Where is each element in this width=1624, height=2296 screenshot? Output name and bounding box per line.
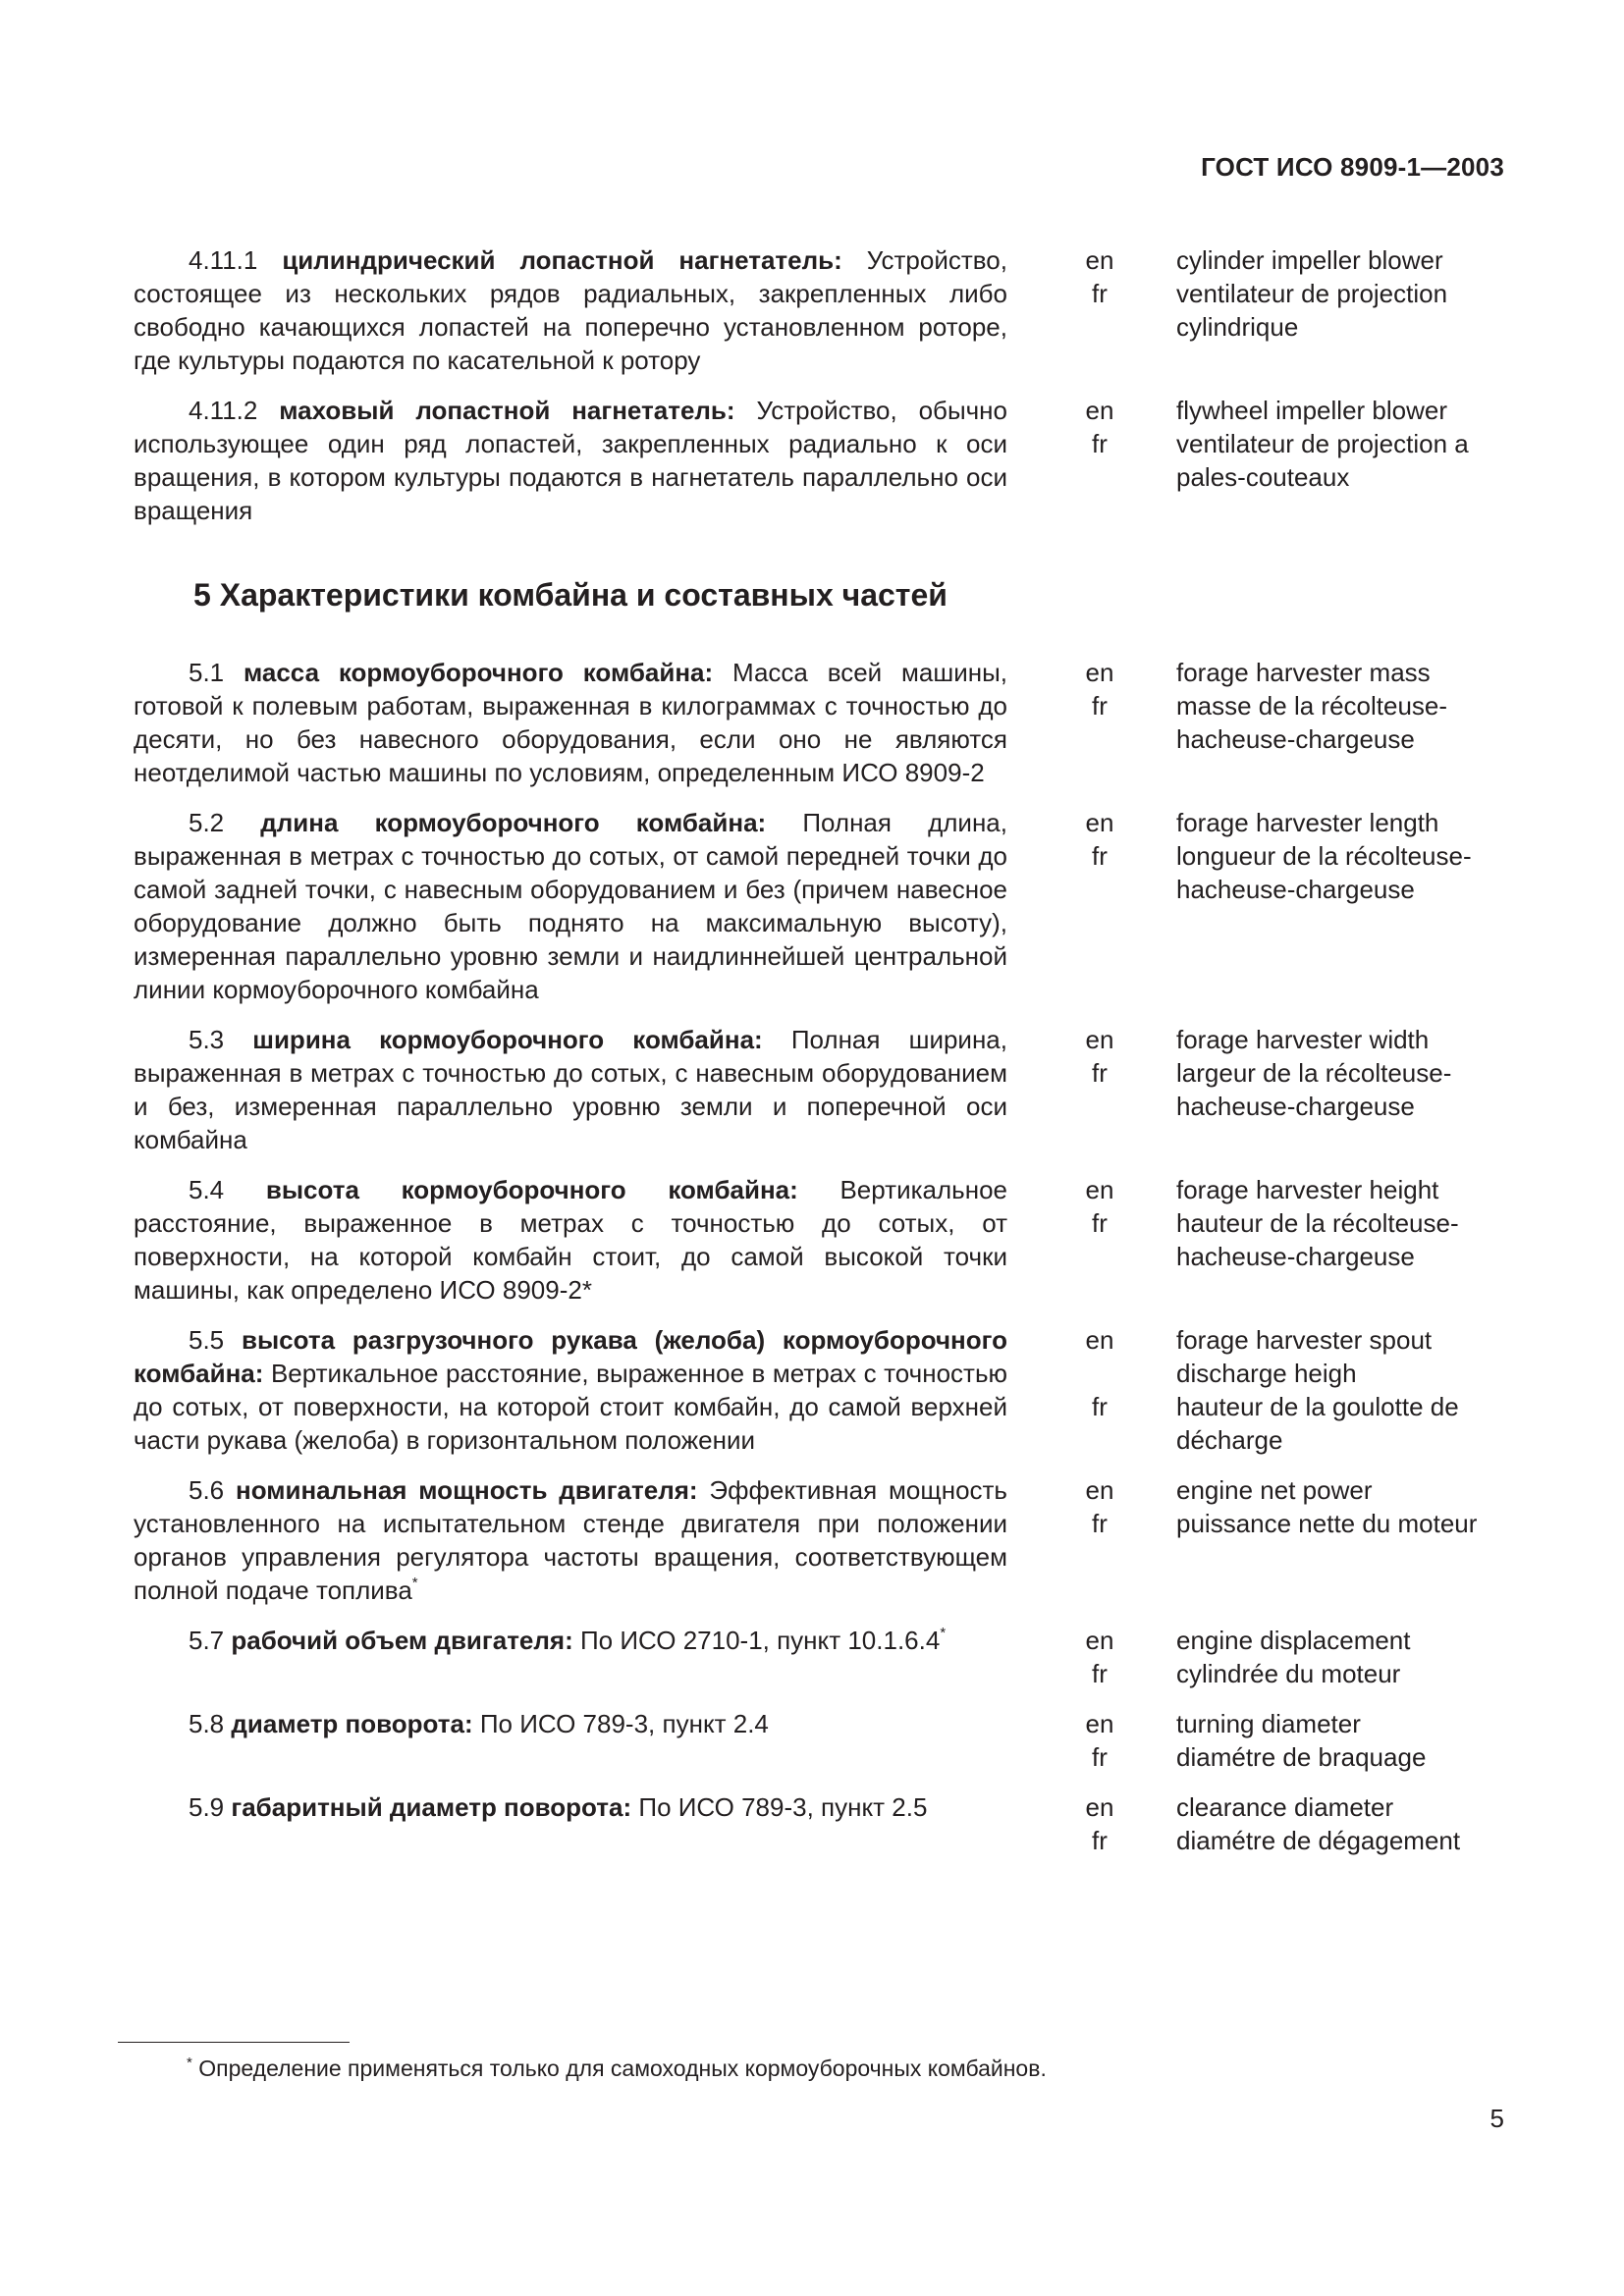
entry-4-11-2	[134, 394, 1508, 527]
term-fr: longueur de la récolteuse-hacheuse-chargeuse	[1176, 841, 1472, 904]
entry-text: По ИСО 789-3, пункт 2.5	[638, 1792, 928, 1822]
entry-number: 5.3	[189, 1025, 225, 1054]
language-codes	[1056, 394, 1143, 460]
lang-fr: fr	[1092, 841, 1108, 871]
entry-number: 5.6	[189, 1475, 225, 1505]
term-en: turning diameter	[1176, 1709, 1361, 1738]
entry-definition	[134, 1473, 1007, 1607]
term-en: forage harvester spout discharge heigh	[1176, 1325, 1433, 1388]
foreign-terms	[1176, 243, 1490, 344]
lang-en: en	[1085, 1175, 1114, 1204]
foreign-terms	[1176, 1624, 1490, 1690]
language-codes	[1056, 1790, 1143, 1857]
entry-text: Полная ширина, выраженная в метрах с точностью до сотых, с навесным оборудованием и без, измеренная параллельно уровню земли и поперечной оси комбайна	[134, 1025, 1007, 1154]
term-en: cylinder impeller blower	[1176, 245, 1443, 275]
foreign-terms	[1176, 806, 1490, 906]
term-fr: ventilateur de projection cylindrique	[1176, 279, 1448, 342]
lang-en: en	[1085, 808, 1114, 837]
term-fr: masse de la récolteuse-hacheuse-chargeuse	[1176, 691, 1448, 754]
entry-5-8	[134, 1707, 1508, 1774]
language-codes	[1056, 1707, 1143, 1774]
lang-fr: fr	[1092, 1392, 1108, 1421]
foreign-terms	[1176, 1173, 1490, 1273]
language-codes	[1056, 1023, 1143, 1090]
entry-definition	[134, 1323, 1007, 1457]
entry-5-9	[134, 1790, 1508, 1857]
entry-text: Полная длина, выраженная в метрах с точностью до сотых, от самой передней точки до самой задней точки, с навесным оборудованием и без (причем навесное оборудование должно быть поднято на максимальную высоту), измеренная параллельно уровню земли и наидлиннейшей центральной линии кормоуборочного комбайна	[134, 808, 1007, 1004]
entry-number: 5.8	[189, 1709, 225, 1738]
entry-5-4	[134, 1173, 1508, 1307]
lang-fr: fr	[1092, 1509, 1108, 1538]
lang-fr: fr	[1092, 1659, 1108, 1688]
section-5-entries	[134, 656, 1508, 1857]
language-codes	[1056, 1323, 1143, 1423]
entry-number: 5.2	[189, 808, 225, 837]
entry-text: Устройство, состоящее из нескольких рядов радиальных, закрепленных либо свободно качающихся лопастей на поперечно установленном роторе, где культуры подаются по касательной к ротору	[134, 245, 1007, 375]
entry-5-1	[134, 656, 1508, 789]
entry-number: 5.9	[189, 1792, 225, 1822]
term-en: engine displacement	[1176, 1626, 1411, 1655]
foreign-terms	[1176, 1707, 1490, 1774]
entry-definition	[134, 394, 1007, 527]
term-fr: diamétre de dégagement	[1176, 1826, 1461, 1855]
entry-text: Вертикальное расстояние, выраженное в метрах с точностью до сотых, от поверхности, на которой комбайн стоит, до самой высокой точки машины, как определено ИСО 8909-2*	[134, 1175, 1007, 1305]
lang-en: en	[1085, 1475, 1114, 1505]
term-fr: puissance nette du moteur	[1176, 1509, 1478, 1538]
lang-fr: fr	[1092, 1208, 1108, 1238]
term-en: forage harvester height	[1176, 1175, 1439, 1204]
entry-number: 5.1	[189, 658, 225, 687]
entry-definition	[134, 656, 1007, 789]
entry-definition	[134, 1173, 1007, 1307]
lang-en: en	[1085, 1025, 1114, 1054]
lang-fr: fr	[1092, 1058, 1108, 1088]
entry-5-3	[134, 1023, 1508, 1156]
foreign-terms	[1176, 656, 1490, 756]
entry-term: рабочий объем двигателя:	[231, 1626, 573, 1655]
footnote-text: Определение применяться только для самоходных кормоуборочных комбайнов.	[198, 2056, 1047, 2081]
lang-fr: fr	[1092, 1826, 1108, 1855]
entry-term: габаритный диаметр поворота:	[231, 1792, 632, 1822]
section-4-entries	[134, 243, 1508, 527]
term-en: flywheel impeller blower	[1176, 396, 1447, 425]
foreign-terms	[1176, 1323, 1490, 1457]
entry-number: 4.11.2	[189, 396, 258, 425]
footnote-divider	[118, 2042, 350, 2043]
entry-number: 5.5	[189, 1325, 225, 1355]
entry-definition	[134, 1624, 1007, 1657]
lang-fr: fr	[1092, 429, 1108, 458]
entry-term: диаметр поворота:	[231, 1709, 473, 1738]
entry-term: масса кормоуборочного комбайна:	[243, 658, 714, 687]
entry-definition	[134, 1790, 1007, 1824]
entry-number: 5.7	[189, 1626, 225, 1655]
term-en: forage harvester width	[1176, 1025, 1430, 1054]
lang-en: en	[1085, 396, 1114, 425]
language-codes	[1056, 1473, 1143, 1540]
entry-5-7	[134, 1624, 1508, 1690]
lang-fr: fr	[1092, 691, 1108, 721]
term-en: clearance diameter	[1176, 1792, 1394, 1822]
entry-4-11-1	[134, 243, 1508, 377]
entry-term: высота разгрузочного рукава (желоба) кормоуборочного комбайна:	[134, 1325, 1007, 1388]
entry-text: По ИСО 789-3, пункт 2.4	[479, 1709, 769, 1738]
entry-text: По ИСО 2710-1, пункт 10.1.6.4	[579, 1626, 941, 1655]
lang-fr: fr	[1092, 1742, 1108, 1772]
document-id-header: ГОСТ ИСО 8909-1—2003	[1201, 152, 1504, 182]
entry-term: маховый лопастной нагнетатель:	[279, 396, 735, 425]
section-5-title: 5 Характеристики комбайна и составных частей	[193, 577, 947, 613]
entry-5-2	[134, 806, 1508, 1006]
entry-definition	[134, 1707, 1007, 1740]
lang-en: en	[1085, 245, 1114, 275]
foreign-terms	[1176, 1023, 1490, 1123]
footnote-mark: *	[940, 1625, 947, 1641]
entry-number: 5.4	[189, 1175, 225, 1204]
entry-5-5	[134, 1323, 1508, 1457]
term-fr: cylindrée du moteur	[1176, 1659, 1401, 1688]
term-en: engine net power	[1176, 1475, 1373, 1505]
footnote-mark: *	[411, 1575, 418, 1591]
entry-text: Вертикальное расстояние, выраженное в метрах с точностью до сотых, от поверхности, на которой стоит комбайн, до самой верхней части рукава (желоба) в горизонтальном положении	[134, 1359, 1007, 1455]
language-codes	[1056, 1173, 1143, 1240]
entry-term: цилиндрический лопастной нагнетатель:	[282, 245, 842, 275]
lang-fr: fr	[1092, 279, 1108, 308]
term-fr: hauteur de la goulotte de décharge	[1176, 1392, 1459, 1455]
entry-definition	[134, 806, 1007, 1006]
lang-en: en	[1085, 1325, 1114, 1355]
foreign-terms	[1176, 1790, 1490, 1857]
term-fr: largeur de la récolteuse-hacheuse-chargeuse	[1176, 1058, 1452, 1121]
entry-text: Масса всей машины, готовой к полевым работам, выраженная в килограммах с точностью до десяти, но без навесного оборудования, если оно не являются неотделимой частью машины по условиям, определенным ИСО 8909-2	[134, 658, 1008, 787]
footnote-mark: *	[187, 2055, 192, 2071]
lang-en: en	[1085, 1626, 1114, 1655]
foreign-terms	[1176, 1473, 1490, 1540]
term-fr: hauteur de la récolteuse-hacheuse-chargeuse	[1176, 1208, 1459, 1271]
footnote	[187, 2054, 1047, 2083]
entry-number: 4.11.1	[189, 245, 258, 275]
entry-term: высота кормоуборочного комбайна:	[265, 1175, 798, 1204]
entry-term: номинальная мощность двигателя:	[236, 1475, 698, 1505]
entry-term: длина кормоуборочного комбайна:	[260, 808, 767, 837]
lang-en: en	[1085, 1709, 1114, 1738]
lang-en: en	[1085, 1792, 1114, 1822]
language-codes	[1056, 1624, 1143, 1690]
entry-definition	[134, 1023, 1007, 1156]
lang-en: en	[1085, 658, 1114, 687]
entry-5-6	[134, 1473, 1508, 1607]
language-codes	[1056, 806, 1143, 873]
entry-definition	[134, 243, 1007, 377]
page-number: 5	[1489, 2104, 1504, 2133]
term-fr: diamétre de braquage	[1176, 1742, 1427, 1772]
entry-text: Устройство, обычно использующее один ряд лопастей, закрепленных радиально к оси вращения, в котором культуры подаются в нагнетатель параллельно оси вращения	[134, 396, 1007, 525]
term-fr: ventilateur de projection a pales-couteaux	[1176, 429, 1469, 492]
language-codes	[1056, 656, 1143, 722]
foreign-terms	[1176, 394, 1490, 494]
term-en: forage harvester length	[1176, 808, 1439, 837]
entry-term: ширина кормоуборочного комбайна:	[252, 1025, 763, 1054]
term-en: forage harvester mass	[1176, 658, 1431, 687]
entry-text: Эффективная мощность установленного на испытательном стенде двигателя при положении органов управления регулятора частоты вращения, соответствующем полной подаче топлива	[134, 1475, 1007, 1605]
language-codes	[1056, 243, 1143, 310]
